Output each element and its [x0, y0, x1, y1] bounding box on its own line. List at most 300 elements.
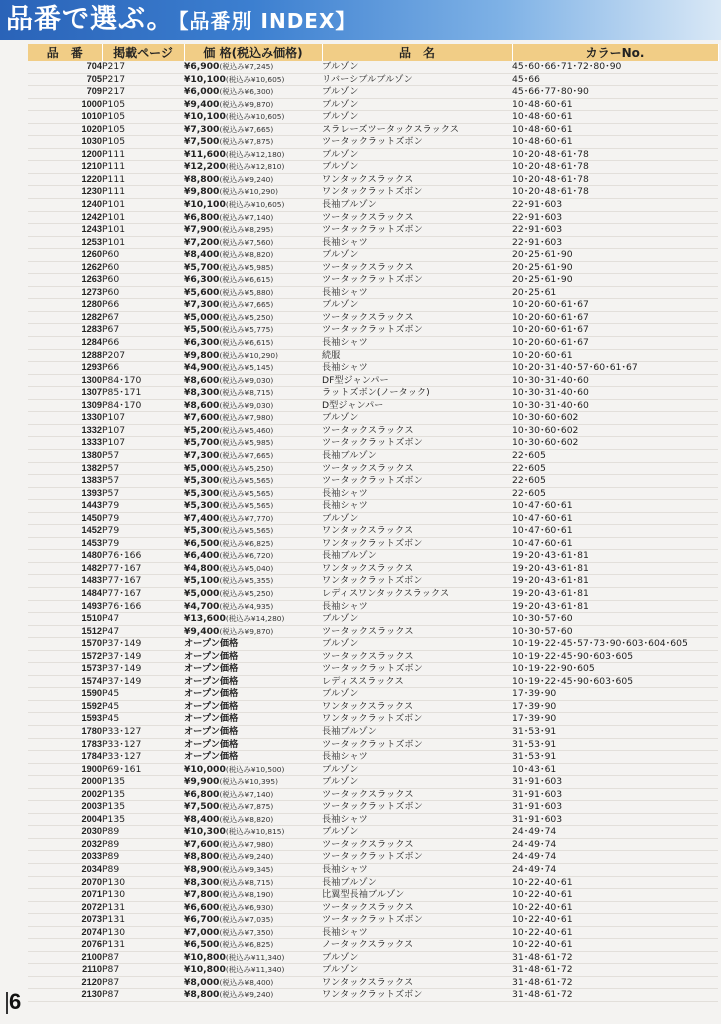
page-ref: P130	[102, 889, 184, 902]
price-cell	[184, 751, 322, 764]
price-cell	[184, 286, 322, 299]
product-no: 2073	[28, 914, 102, 927]
product-name: 長袖シャツ	[322, 337, 512, 350]
page-ref: P79	[102, 525, 184, 538]
page-ref: P101	[102, 236, 184, 249]
product-name: 長袖シャツ	[322, 487, 512, 500]
page-ref: P101	[102, 224, 184, 237]
page-ref: P111	[102, 161, 184, 174]
price: ¥6,300	[184, 337, 220, 349]
price-cell	[184, 173, 322, 186]
price-tax-included: (税込み¥5,250)	[219, 463, 274, 473]
table-row	[28, 374, 718, 387]
page-ref: P87	[102, 989, 184, 1002]
product-no: 2032	[28, 838, 102, 851]
color-numbers: 20･25･61･90	[512, 261, 718, 274]
price-cell	[184, 914, 322, 927]
product-name: ツータックラットズボン	[322, 437, 512, 450]
product-no: 1484	[28, 587, 102, 600]
table-row	[28, 663, 718, 676]
title-banner	[0, 0, 721, 40]
price-cell	[184, 951, 322, 964]
product-no: 1230	[28, 186, 102, 199]
price-cell	[184, 851, 322, 864]
product-name: ブルゾン	[322, 299, 512, 312]
page-ref: P45	[102, 700, 184, 713]
price-tax-included: (税込み¥9,030)	[219, 375, 274, 385]
price: ¥8,800	[184, 173, 220, 185]
page-ref: P76･166	[102, 550, 184, 563]
product-name: ブルゾン	[322, 688, 512, 701]
product-no: 1393	[28, 487, 102, 500]
product-no: 1512	[28, 625, 102, 638]
table-row	[28, 123, 718, 136]
product-name: ブルゾン	[322, 613, 512, 626]
page-ref: P131	[102, 914, 184, 927]
price: ¥6,600	[184, 901, 220, 913]
color-numbers: 10･20･48･61･78	[512, 148, 718, 161]
table-row	[28, 889, 718, 902]
price-cell	[184, 186, 322, 199]
table-row	[28, 926, 718, 939]
price-tax-included: (税込み¥8,715)	[219, 877, 274, 887]
price-tax-included: (税込み¥11,340)	[225, 965, 285, 975]
product-no: 1450	[28, 512, 102, 525]
product-no: 1510	[28, 613, 102, 626]
price: ¥5,600	[184, 286, 220, 298]
price-cell	[184, 98, 322, 111]
product-name: ブルゾン	[322, 638, 512, 651]
color-numbers: 22･91･603	[512, 199, 718, 212]
price: オープン価格	[184, 638, 239, 650]
color-numbers: 22･605	[512, 475, 718, 488]
table-row	[28, 901, 718, 914]
price-tax-included: (税込み¥8,820)	[219, 814, 274, 824]
price-tax-included: (税込み¥7,770)	[219, 513, 274, 523]
price-tax-included: (税込み¥7,665)	[219, 300, 274, 310]
table-row	[28, 512, 718, 525]
color-numbers: 10･30･31･40･60	[512, 399, 718, 412]
page-ref: P76･166	[102, 600, 184, 613]
product-name: ツータックスラックス	[322, 261, 512, 274]
header-color: カラーNo.	[512, 44, 718, 61]
page-ref: P217	[102, 86, 184, 99]
product-name: ブルゾン	[322, 964, 512, 977]
price-cell	[184, 73, 322, 86]
product-no: 1784	[28, 751, 102, 764]
product-name: ワンタックスラックス	[322, 173, 512, 186]
product-no: 1570	[28, 638, 102, 651]
product-no: 1220	[28, 173, 102, 186]
page-ref: P105	[102, 98, 184, 111]
price: ¥7,400	[184, 512, 220, 524]
price-cell	[184, 688, 322, 701]
page-ref: P217	[102, 61, 184, 73]
price: ¥6,800	[184, 788, 220, 800]
price: ¥10,100	[184, 111, 226, 123]
price-cell	[184, 738, 322, 751]
price: ¥7,300	[184, 299, 220, 311]
table-row	[28, 412, 718, 425]
header-product-no: 品 番	[28, 44, 102, 61]
table-row	[28, 776, 718, 789]
product-no: 1483	[28, 575, 102, 588]
price: ¥7,500	[184, 136, 220, 148]
price-cell	[184, 61, 322, 73]
price-cell	[184, 500, 322, 513]
product-no: 1573	[28, 663, 102, 676]
page-ref: P87	[102, 976, 184, 989]
price: ¥9,900	[184, 776, 220, 788]
color-numbers: 17･39･90	[512, 688, 718, 701]
product-name: ツータックスラックス	[322, 838, 512, 851]
table-row	[28, 550, 718, 563]
product-no: 1380	[28, 449, 102, 462]
color-numbers: 31･91･603	[512, 776, 718, 789]
table-row	[28, 362, 718, 375]
table-row	[28, 763, 718, 776]
table-row	[28, 989, 718, 1002]
price: ¥5,300	[184, 500, 220, 512]
color-numbers: 22･605	[512, 449, 718, 462]
color-numbers: 19･20･43･61･81	[512, 587, 718, 600]
price-cell	[184, 725, 322, 738]
price-cell	[184, 788, 322, 801]
table-row	[28, 500, 718, 513]
price-tax-included: (税込み¥6,300)	[219, 87, 274, 97]
color-numbers: 10･19･22･45･90･603･605	[512, 650, 718, 663]
table-row	[28, 424, 718, 437]
product-no: 1592	[28, 700, 102, 713]
title-sub: 【品番別 INDEX】	[178, 9, 357, 33]
color-numbers: 10･43･61	[512, 763, 718, 776]
price-cell	[184, 86, 322, 99]
price: ¥10,100	[184, 199, 226, 211]
price-tax-included: (税込み¥8,820)	[219, 250, 274, 260]
price-cell	[184, 550, 322, 563]
product-no: 1332	[28, 424, 102, 437]
price-tax-included: (税込み¥5,565)	[219, 526, 274, 536]
price-cell	[184, 638, 322, 651]
price: ¥5,000	[184, 462, 220, 474]
product-name: ワンタックスラックス	[322, 562, 512, 575]
price-cell	[184, 525, 322, 538]
price: オープン価格	[184, 751, 239, 763]
price: ¥5,300	[184, 487, 220, 499]
price-tax-included: (税込み¥5,145)	[219, 363, 274, 373]
table-row	[28, 211, 718, 224]
table-row	[28, 725, 718, 738]
color-numbers: 45･60･66･71･72･80･90	[512, 61, 718, 73]
product-name: 長袖ブルゾン	[322, 725, 512, 738]
product-no: 1200	[28, 148, 102, 161]
table-header-row	[28, 44, 718, 61]
table-row	[28, 86, 718, 99]
price-cell	[184, 299, 322, 312]
price: ¥6,500	[184, 939, 220, 951]
table-row	[28, 161, 718, 174]
product-name: ツータックスラックス	[322, 901, 512, 914]
table-row	[28, 964, 718, 977]
product-name: ツータックラットズボン	[322, 663, 512, 676]
price-tax-included: (税込み¥9,870)	[219, 99, 274, 109]
price-tax-included: (税込み¥5,985)	[219, 262, 274, 272]
price-tax-included: (税込み¥7,350)	[219, 927, 274, 937]
page-ref: P101	[102, 211, 184, 224]
product-name: レディススラックス	[322, 675, 512, 688]
color-numbers: 17･39･90	[512, 713, 718, 726]
price-cell	[184, 274, 322, 287]
price-cell	[184, 939, 322, 952]
product-name: ブルゾン	[322, 512, 512, 525]
product-no: 2002	[28, 788, 102, 801]
price: ¥6,900	[184, 61, 220, 72]
product-name: 長袖ブルゾン	[322, 550, 512, 563]
price-cell	[184, 562, 322, 575]
price-tax-included: (税込み¥7,875)	[219, 802, 274, 812]
price: ¥7,200	[184, 236, 220, 248]
price: ¥6,700	[184, 914, 220, 926]
color-numbers: 22･605	[512, 462, 718, 475]
product-no: 1262	[28, 261, 102, 274]
page-ref: P130	[102, 926, 184, 939]
table-row	[28, 738, 718, 751]
product-name: ノータックスラックス	[322, 939, 512, 952]
price-tax-included: (税込み¥10,290)	[219, 187, 278, 197]
product-name: ツータックラットズボン	[322, 914, 512, 927]
page-ref: P37･149	[102, 638, 184, 651]
color-numbers: 22･91･603	[512, 224, 718, 237]
product-no: 1383	[28, 475, 102, 488]
header-name: 品 名	[322, 44, 512, 61]
product-name: ツータックスラックス	[322, 424, 512, 437]
color-numbers: 10･19･22･45･90･603･605	[512, 675, 718, 688]
price-cell	[184, 512, 322, 525]
price: ¥8,400	[184, 813, 220, 825]
color-numbers: 10･20･31･40･57･60･61･67	[512, 362, 718, 375]
product-no: 2074	[28, 926, 102, 939]
color-numbers: 10･22･40･61	[512, 914, 718, 927]
price-cell	[184, 537, 322, 550]
color-numbers: 10･20･48･61･78	[512, 173, 718, 186]
product-name: ツータックスラックス	[322, 650, 512, 663]
table-row	[28, 864, 718, 877]
product-name: ツータックスラックス	[322, 211, 512, 224]
table-row	[28, 111, 718, 124]
price-tax-included: (税込み¥10,290)	[219, 350, 278, 360]
color-numbers: 10･20･60･61･67	[512, 311, 718, 324]
product-name: レディスワンタックスラックス	[322, 587, 512, 600]
page-ref: P37･149	[102, 675, 184, 688]
price-tax-included: (税込み¥8,190)	[219, 890, 274, 900]
product-name: D型ジャンパー	[322, 399, 512, 412]
product-name: ワンタックラットズボン	[322, 713, 512, 726]
price-cell	[184, 964, 322, 977]
product-no: 1273	[28, 286, 102, 299]
page-ref: P89	[102, 826, 184, 839]
page-ref: P87	[102, 951, 184, 964]
color-numbers: 24･49･74	[512, 864, 718, 877]
table-row	[28, 387, 718, 400]
price: ¥8,300	[184, 876, 220, 888]
product-no: 1590	[28, 688, 102, 701]
product-name: ブルゾン	[322, 61, 512, 73]
price-cell	[184, 901, 322, 914]
price-tax-included: (税込み¥9,345)	[219, 865, 274, 874]
table-row	[28, 976, 718, 989]
page-ref: P57	[102, 475, 184, 488]
product-no: 1382	[28, 462, 102, 475]
product-no: 1330	[28, 412, 102, 425]
product-name: ブルゾン	[322, 776, 512, 789]
product-no: 2120	[28, 976, 102, 989]
page-ref: P111	[102, 173, 184, 186]
product-no: 704	[28, 61, 102, 73]
price-tax-included: (税込み¥6,720)	[219, 551, 274, 561]
price-tax-included: (税込み¥7,560)	[219, 237, 274, 247]
color-numbers: 10･22･40･61	[512, 889, 718, 902]
table-row	[28, 311, 718, 324]
price-cell	[184, 625, 322, 638]
product-name: ブルゾン	[322, 412, 512, 425]
product-no: 709	[28, 86, 102, 99]
product-no: 1780	[28, 725, 102, 738]
color-numbers: 10･19･22･90･605	[512, 663, 718, 676]
product-no: 1283	[28, 324, 102, 337]
product-no: 2076	[28, 939, 102, 952]
page-ref: P79	[102, 537, 184, 550]
color-numbers: 10･22･40･61	[512, 926, 718, 939]
price-tax-included: (税込み¥11,340)	[225, 952, 285, 962]
price-tax-included: (税込み¥10,605)	[225, 74, 285, 84]
product-name: ブルゾン	[322, 249, 512, 262]
color-numbers: 20･25･61･90	[512, 274, 718, 287]
table-row	[28, 487, 718, 500]
table-row	[28, 236, 718, 249]
product-name: ワンタックラットズボン	[322, 186, 512, 199]
page-ref: P89	[102, 864, 184, 877]
color-numbers: 31･91･603	[512, 788, 718, 801]
price: ¥7,300	[184, 123, 220, 135]
product-name: スラレーズツータックスラックス	[322, 123, 512, 136]
product-name: ツータックラットズボン	[322, 851, 512, 864]
price-cell	[184, 324, 322, 337]
color-numbers: 10･20･60･61･67	[512, 337, 718, 350]
color-numbers: 31･48･61･72	[512, 989, 718, 1002]
product-no: 1480	[28, 550, 102, 563]
color-numbers: 10･19･22･45･57･73･90･603･604･605	[512, 638, 718, 651]
page-ref: P66	[102, 337, 184, 350]
product-no: 1574	[28, 675, 102, 688]
product-no: 1210	[28, 161, 102, 174]
price: ¥4,700	[184, 600, 220, 612]
price: ¥9,800	[184, 349, 220, 361]
price-tax-included: (税込み¥7,665)	[219, 124, 274, 134]
price: ¥6,000	[184, 86, 220, 98]
product-no: 1243	[28, 224, 102, 237]
price: オープン価格	[184, 675, 239, 687]
page-ref: P67	[102, 324, 184, 337]
price: ¥10,800	[184, 964, 226, 976]
product-no: 1307	[28, 387, 102, 400]
price-cell	[184, 801, 322, 814]
table-row	[28, 98, 718, 111]
page-ref: P135	[102, 801, 184, 814]
price: オープン価格	[184, 688, 239, 700]
product-name: 長袖シャツ	[322, 286, 512, 299]
color-numbers: 22･91･603	[512, 211, 718, 224]
table-row	[28, 525, 718, 538]
price: ¥7,000	[184, 926, 220, 938]
price: ¥8,000	[184, 976, 220, 988]
product-no: 1263	[28, 274, 102, 287]
product-no: 2100	[28, 951, 102, 964]
price-tax-included: (税込み¥9,870)	[219, 626, 274, 636]
table-row	[28, 299, 718, 312]
product-name: ツータックラットズボン	[322, 738, 512, 751]
price: ¥8,600	[184, 399, 220, 411]
price-tax-included: (税込み¥12,180)	[225, 149, 285, 159]
price: オープン価格	[184, 700, 239, 712]
product-name: 長袖シャツ	[322, 751, 512, 764]
product-name: ワンタックラットズボン	[322, 575, 512, 588]
color-numbers: 24･49･74	[512, 838, 718, 851]
price: ¥9,800	[184, 186, 220, 198]
table-row	[28, 73, 718, 86]
page-ref: P37･149	[102, 663, 184, 676]
table-row	[28, 449, 718, 462]
product-name: ツータックスラックス	[322, 788, 512, 801]
page-ref: P87	[102, 964, 184, 977]
price: オープン価格	[184, 663, 239, 675]
price: ¥5,700	[184, 437, 220, 449]
price-cell	[184, 349, 322, 362]
page-ref: P37･149	[102, 650, 184, 663]
price-cell	[184, 111, 322, 124]
price-cell	[184, 487, 322, 500]
product-no: 2072	[28, 901, 102, 914]
color-numbers: 17･39･90	[512, 700, 718, 713]
page-ref: P33･127	[102, 751, 184, 764]
product-name: ツータックラットズボン	[322, 224, 512, 237]
page-title	[6, 2, 356, 38]
product-no: 1253	[28, 236, 102, 249]
table-row	[28, 650, 718, 663]
price: ¥4,800	[184, 562, 220, 574]
table-row	[28, 625, 718, 638]
table-row	[28, 713, 718, 726]
table-row	[28, 801, 718, 814]
title-main: 品番で選ぶ。	[6, 4, 175, 35]
price-cell	[184, 876, 322, 889]
price: ¥9,400	[184, 98, 220, 110]
product-no: 1242	[28, 211, 102, 224]
product-no: 1293	[28, 362, 102, 375]
product-no: 1593	[28, 713, 102, 726]
table-row	[28, 537, 718, 550]
price-tax-included: (税込み¥5,250)	[219, 588, 274, 598]
color-numbers: 20･25･61	[512, 286, 718, 299]
color-numbers: 19･20･43･61･81	[512, 600, 718, 613]
price-tax-included: (税込み¥6,930)	[219, 902, 274, 912]
product-no: 1000	[28, 98, 102, 111]
table-row	[28, 224, 718, 237]
product-no: 2034	[28, 864, 102, 877]
page-marker	[6, 992, 8, 1014]
page-ref: P207	[102, 349, 184, 362]
price: ¥8,800	[184, 851, 220, 863]
page-ref: P111	[102, 186, 184, 199]
